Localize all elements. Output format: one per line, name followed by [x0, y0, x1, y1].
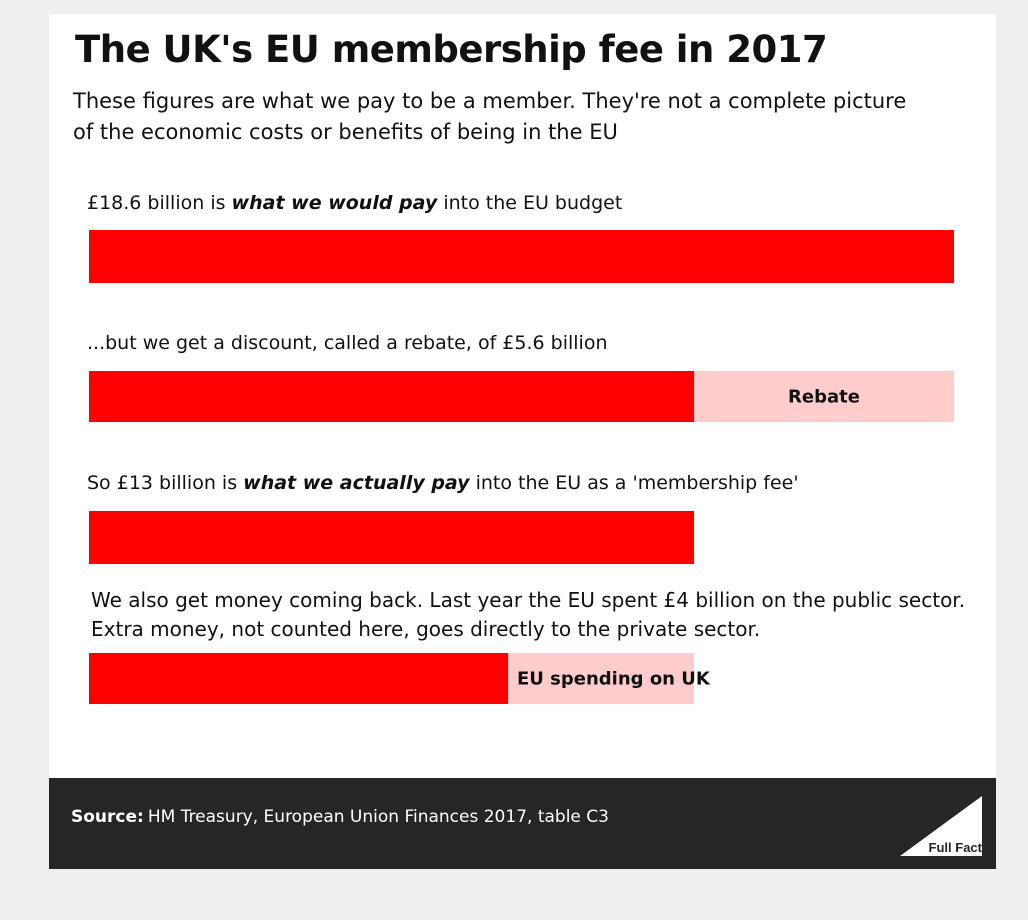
chart-subtitle: These figures are what we pay to be a member. They're not a complete picture of the economic costs or benefits of being in the EU [73, 89, 907, 144]
bar-row-0-segment-0 [89, 230, 954, 283]
bar-row-1-segment-1-label: Rebate [788, 386, 860, 408]
source-label: Source: [71, 807, 144, 827]
bar-row-2-segment-0 [89, 511, 694, 564]
bars-area [49, 14, 996, 778]
bar-row-3-segment-1-label: EU spending on UK [517, 668, 710, 690]
source-line [71, 807, 609, 827]
bar-row-3-segment-0 [89, 653, 508, 704]
source-text: HM Treasury, European Union Finances 2017, table C3 [147, 807, 609, 827]
logo-text: Full Fact [928, 840, 982, 855]
row-label-eu-spending: We also get money coming back. Last year the EU spent £4 billion on the public sector. Extra money, not counted here, goes directly to the private sector. [91, 588, 966, 641]
row-label-budget: £18.6 billion is what we would pay into the EU budget [87, 192, 623, 214]
footer [49, 778, 996, 869]
row-label-rebate: ...but we get a discount, called a rebate, of £5.6 billion [87, 332, 608, 354]
bar-row-1-segment-0 [89, 371, 694, 422]
chart-card [49, 14, 996, 778]
chart-title: The UK's EU membership fee in 2017 [75, 28, 828, 71]
row-label-membership-fee: So £13 billion is what we actually pay into the EU as a 'membership fee' [87, 472, 799, 494]
